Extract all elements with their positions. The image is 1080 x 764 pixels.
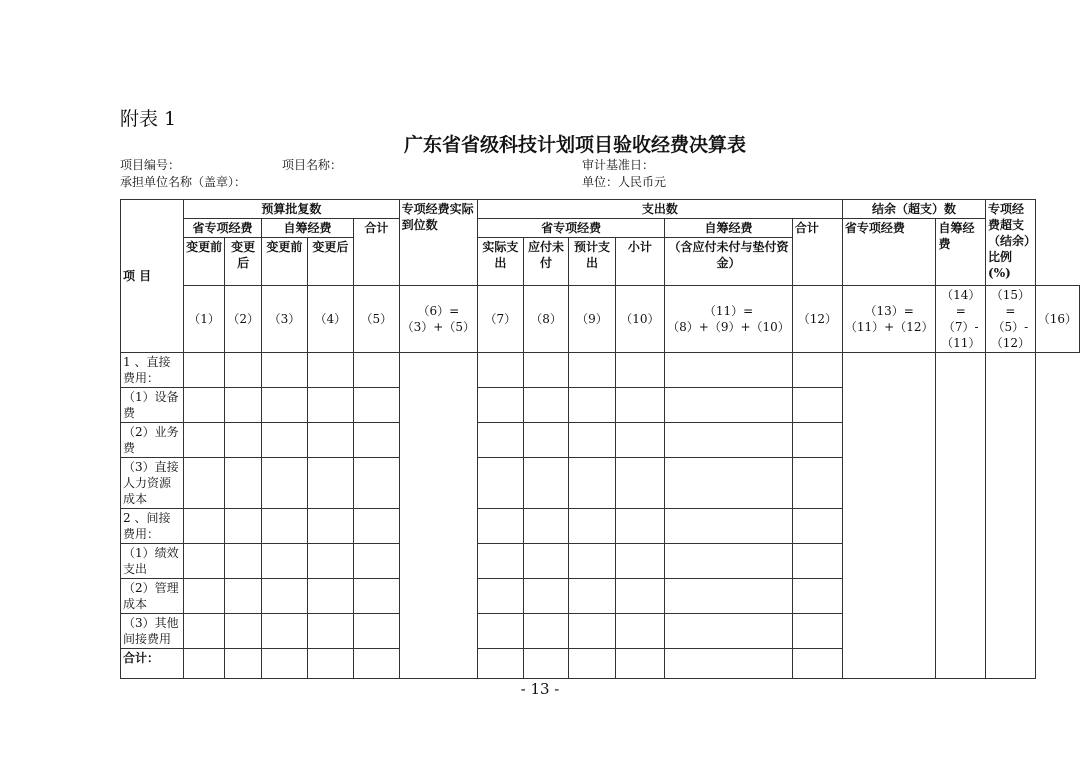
- table-cell: [307, 423, 353, 458]
- table-cell: [353, 579, 399, 614]
- table-cell: [477, 509, 523, 544]
- table-cell: [262, 353, 308, 388]
- header-subtotal: 小计: [615, 238, 665, 286]
- header-budget: 预算批复数: [184, 200, 400, 219]
- header-self-before: 变更前: [262, 238, 308, 286]
- project-number-label: 项目编号：: [120, 158, 181, 172]
- row-label: （2）管理成本: [121, 579, 184, 614]
- table-cell: [225, 353, 262, 388]
- table-cell: [665, 614, 793, 649]
- table-cell: [523, 579, 569, 614]
- document-title: 广东省省级科技计划项目验收经费决算表: [403, 134, 746, 156]
- column-number-12: （12）: [792, 286, 842, 353]
- table-cell: [307, 544, 353, 579]
- row-label: （1）设备费: [121, 388, 184, 423]
- currency-unit-label: 单位：人民币元: [582, 175, 667, 189]
- merged-cell: [936, 353, 986, 679]
- table-cell: [477, 544, 523, 579]
- table-cell: [615, 649, 665, 679]
- row-label: 1 、直接费用：: [121, 353, 184, 388]
- header-ratio: 专项经费超支（结余）比例(%): [986, 200, 1036, 286]
- header-estimated: 预计支出: [569, 238, 615, 286]
- table-cell: [569, 353, 615, 388]
- header-exp-self: 自筹经费: [665, 219, 793, 238]
- column-number-14: （14）=（7）-（11）: [936, 286, 986, 353]
- table-cell: [184, 614, 225, 649]
- column-number-9: （9）: [569, 286, 615, 353]
- header-actual: 实际支出: [477, 238, 523, 286]
- table-cell: [569, 509, 615, 544]
- table-cell: [307, 614, 353, 649]
- table-cell: [569, 544, 615, 579]
- header-item: 项 目: [121, 200, 184, 353]
- table-cell: [523, 509, 569, 544]
- table-cell: [665, 388, 793, 423]
- table-cell: [477, 388, 523, 423]
- table-cell: [792, 388, 842, 423]
- table-cell: [262, 544, 308, 579]
- table-cell: [792, 353, 842, 388]
- header-expenditure: 支出数: [477, 200, 842, 219]
- table-cell: [225, 509, 262, 544]
- table-cell: [569, 649, 615, 679]
- column-number-13: （13）=（11）+（12）: [842, 286, 936, 353]
- header-balance-self: 自筹经费: [936, 219, 986, 286]
- column-number-8: （8）: [523, 286, 569, 353]
- table-cell: [523, 544, 569, 579]
- column-number-15: （15）=（5）-（12）: [986, 286, 1036, 353]
- budget-final-accounts-table: [120, 199, 1080, 679]
- header-prov-after: 变更后: [225, 238, 262, 286]
- table-cell: [665, 544, 793, 579]
- column-number-16: （16）: [1035, 286, 1079, 353]
- table-cell: [615, 353, 665, 388]
- table-cell: [523, 353, 569, 388]
- table-cell: [477, 614, 523, 649]
- merged-cell: [399, 353, 477, 679]
- row-label: （2）业务费: [121, 423, 184, 458]
- table-cell: [225, 423, 262, 458]
- table-cell: [353, 649, 399, 679]
- table-cell: [569, 579, 615, 614]
- row-label: （3）直接人力资源成本: [121, 458, 184, 509]
- row-label: （3）其他间接费用: [121, 614, 184, 649]
- header-self-after: 变更后: [307, 238, 353, 286]
- table-cell: [569, 458, 615, 509]
- table-cell: [792, 649, 842, 679]
- table-cell: [184, 649, 225, 679]
- table-cell: [665, 423, 793, 458]
- table-cell: [307, 353, 353, 388]
- table-cell: [262, 423, 308, 458]
- undertaker-label: 承担单位名称（盖章）：: [120, 175, 247, 189]
- table-cell: [307, 458, 353, 509]
- header-balance: 结余（超支）数: [842, 200, 985, 219]
- table-cell: [184, 509, 225, 544]
- table-cell: [184, 579, 225, 614]
- table-cell: [477, 353, 523, 388]
- table-cell: [792, 614, 842, 649]
- table-cell: [353, 423, 399, 458]
- table-cell: [353, 388, 399, 423]
- table-cell: [665, 509, 793, 544]
- table-cell: [477, 458, 523, 509]
- column-number-2: （2）: [225, 286, 262, 353]
- table-cell: [477, 649, 523, 679]
- table-cell: [615, 423, 665, 458]
- table-cell: [792, 509, 842, 544]
- table-cell: [184, 423, 225, 458]
- table-cell: [665, 579, 793, 614]
- table-cell: [353, 544, 399, 579]
- header-payable: 应付未付: [523, 238, 569, 286]
- project-name-label: 项目名称：: [282, 158, 343, 172]
- table-cell: [523, 423, 569, 458]
- table-cell: [569, 614, 615, 649]
- header-prov-before: 变更前: [184, 238, 225, 286]
- table-cell: [225, 544, 262, 579]
- table-cell: [262, 388, 308, 423]
- table-cell: [523, 458, 569, 509]
- header-self-incl: （含应付未付与垫付资金）: [665, 238, 793, 286]
- table-cell: [665, 458, 793, 509]
- header-budget-self: 自筹经费: [262, 219, 354, 238]
- table-cell: [262, 458, 308, 509]
- table-cell: [523, 388, 569, 423]
- column-number-1: （1）: [184, 286, 225, 353]
- table-cell: [307, 388, 353, 423]
- table-cell: [615, 509, 665, 544]
- table-cell: [225, 458, 262, 509]
- table-cell: [307, 509, 353, 544]
- table-cell: [615, 544, 665, 579]
- table-cell: [353, 353, 399, 388]
- table-cell: [225, 388, 262, 423]
- table-cell: [792, 544, 842, 579]
- table-cell: [523, 614, 569, 649]
- table-cell: [615, 614, 665, 649]
- header-balance-prov: 省专项经费: [842, 219, 936, 286]
- table-cell: [615, 388, 665, 423]
- merged-cell: [842, 353, 936, 679]
- table-cell: [184, 544, 225, 579]
- column-number-3: （3）: [262, 286, 308, 353]
- table-cell: [184, 353, 225, 388]
- table-cell: [523, 649, 569, 679]
- table-cell: [184, 388, 225, 423]
- table-cell: [792, 458, 842, 509]
- table-cell: [353, 614, 399, 649]
- table-cell: [225, 649, 262, 679]
- table-cell: [262, 579, 308, 614]
- column-number-6: （6）=（3）+（5）: [399, 286, 477, 353]
- header-exp-total: 合计: [792, 219, 842, 286]
- table-cell: [353, 458, 399, 509]
- column-number-4: （4）: [307, 286, 353, 353]
- table-cell: [615, 579, 665, 614]
- table-cell: [225, 579, 262, 614]
- column-number-7: （7）: [477, 286, 523, 353]
- table-cell: [615, 458, 665, 509]
- table-cell: [184, 458, 225, 509]
- table-cell: [569, 423, 615, 458]
- table-cell: [477, 579, 523, 614]
- table-cell: [569, 388, 615, 423]
- header-special-received: 专项经费实际到位数: [399, 200, 477, 286]
- audit-date-label: 审计基准日：: [582, 158, 655, 172]
- merged-cell: [986, 353, 1036, 679]
- table-cell: [792, 579, 842, 614]
- table-cell: [665, 649, 793, 679]
- table-cell: [225, 614, 262, 649]
- page-number: - 13 -: [520, 680, 560, 698]
- table-cell: [307, 649, 353, 679]
- header-exp-prov: 省专项经费: [477, 219, 664, 238]
- column-number-5: （5）: [353, 286, 399, 353]
- table-cell: [665, 353, 793, 388]
- table-cell: [792, 423, 842, 458]
- column-number-10: （10）: [615, 286, 665, 353]
- row-label-total: 合计：: [121, 649, 184, 679]
- table-cell: [477, 423, 523, 458]
- appendix-label: 附表 1: [120, 108, 177, 130]
- table-cell: [262, 649, 308, 679]
- table-cell: [262, 509, 308, 544]
- row-label: 2 、间接费用：: [121, 509, 184, 544]
- header-budget-total: 合计: [353, 219, 399, 286]
- table-cell: [262, 614, 308, 649]
- table-cell: [353, 509, 399, 544]
- header-budget-prov: 省专项经费: [184, 219, 262, 238]
- table-cell: [307, 579, 353, 614]
- column-number-11: （11）=（8）+（9）+（10）: [665, 286, 793, 353]
- row-label: （1）绩效支出: [121, 544, 184, 579]
